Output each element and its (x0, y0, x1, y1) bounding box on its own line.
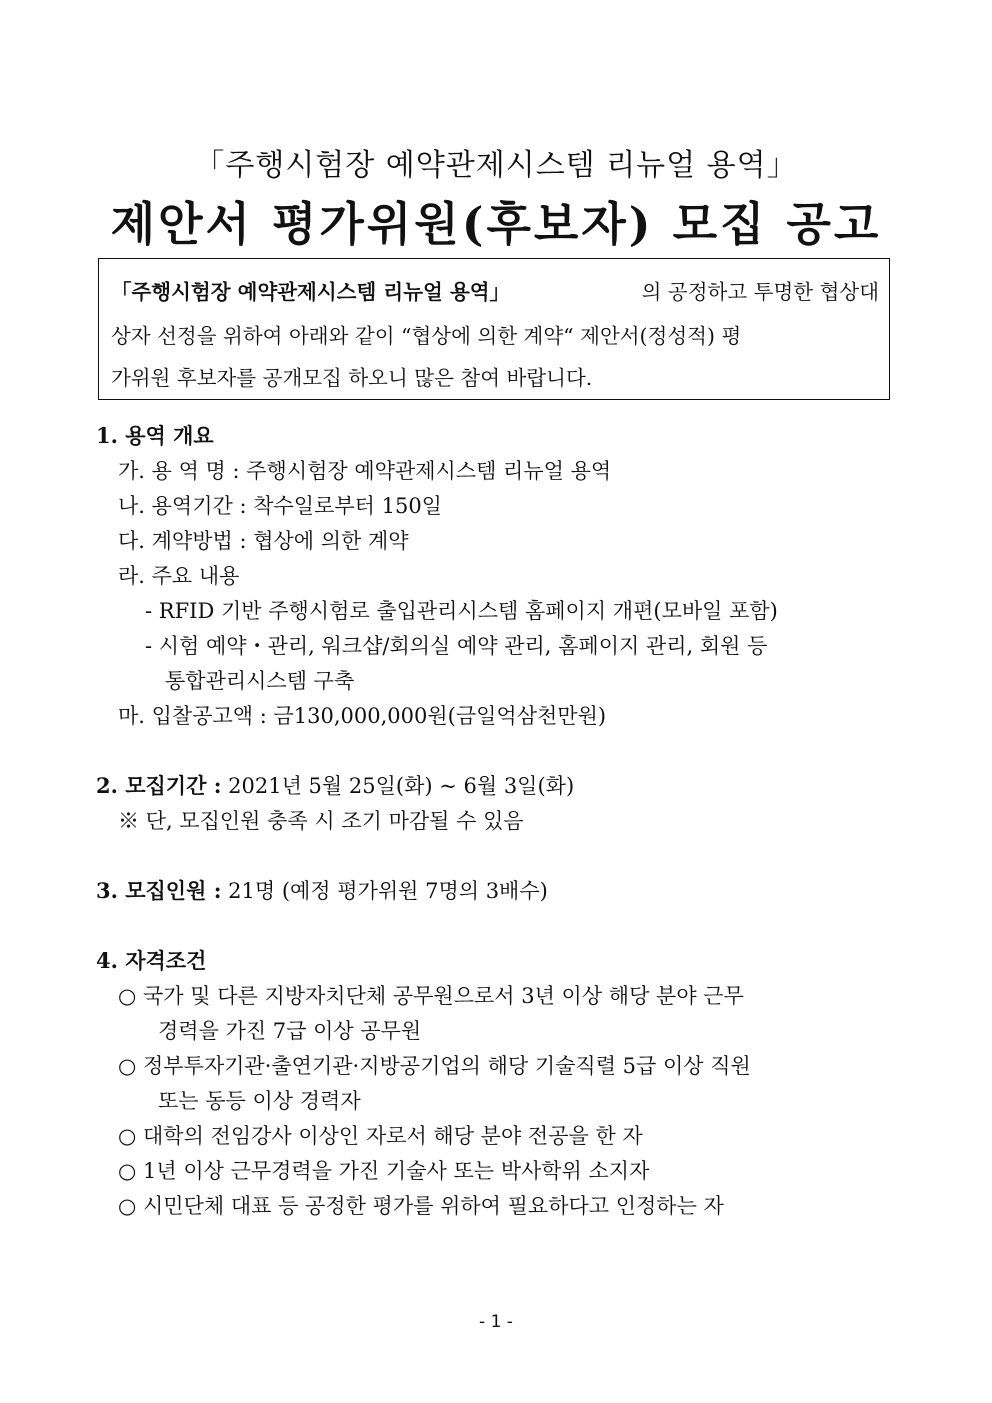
main-content-sub-2-cont: 통합관리시스템 구축 (165, 669, 355, 693)
intro-line-3 (111, 361, 879, 391)
section-3-line (96, 875, 548, 905)
intro-line-1 (111, 275, 879, 305)
intro-line-2-text: 상자 선정을 위하여 아래와 같이 “협상에 의한 계약“ 제안서(정성적) 평 (111, 324, 742, 348)
intro-line-1-text: 의 공정하고 투명한 협상대 (641, 280, 879, 304)
section-2-line (96, 770, 574, 800)
qualification-2: ○ 정부투자기관·출연기관·지방공기업의 해당 기술직렬 5급 이상 직원 (118, 1054, 751, 1078)
main-content-sub-2: - 시험 예약・관리, 워크샵/회의실 예약 관리, 홈페이지 관리, 회원 등 (145, 634, 768, 658)
qualification-3: ○ 대학의 전임강사 이상인 자로서 해당 분야 전공을 한 자 (118, 1124, 643, 1148)
intro-project-name: 「주행시험장 예약관제시스템 리뉴얼 용역」 (111, 280, 511, 304)
recruitment-period: 2021년 5월 25일(화) ~ 6월 3일(화) (228, 774, 575, 798)
section-4-heading: 4. 자격조건 (96, 948, 207, 973)
qualification-1: ○ 국가 및 다른 지방자치단체 공무원으로서 3년 이상 해당 분야 근무 (118, 984, 744, 1008)
bid-amount-item: 마. 입찰공고액 : 금130,000,000원(금일억삼천만원) (118, 704, 607, 728)
section-2-heading: 2. 모집기간 : (96, 773, 222, 798)
main-content-item: 라. 주요 내용 (118, 564, 240, 588)
qualification-5: ○ 시민단체 대표 등 공정한 평가를 위하여 필요하다고 인정하는 자 (118, 1194, 724, 1218)
contract-method-item: 다. 계약방법 : 협상에 의한 계약 (118, 529, 409, 553)
page-title: 제안서 평가위원(후보자) 모집 공고 (110, 197, 882, 251)
qualification-4: ○ 1년 이상 근무경력을 가진 기술사 또는 박사학위 소지자 (118, 1159, 650, 1183)
section-1-heading: 1. 용역 개요 (96, 423, 214, 448)
page-number: - 1 - (479, 1312, 513, 1332)
intro-line-2 (111, 319, 879, 349)
intro-box (98, 258, 890, 400)
qualification-1-cont: 경력을 가진 7급 이상 공무원 (158, 1019, 422, 1043)
project-subtitle: 「주행시험장 예약관제시스템 리뉴얼 용역」 (194, 148, 798, 183)
early-close-note: ※ 단, 모집인원 충족 시 조기 마감될 수 있음 (118, 809, 524, 833)
service-period-item: 나. 용역기간 : 착수일로부터 150일 (118, 494, 442, 518)
intro-line-3-text: 가위원 후보자를 공개모집 하오니 많은 참여 바랍니다. (111, 366, 593, 390)
recruitment-count: 21명 (예정 평가위원 7명의 3배수) (228, 879, 548, 903)
section-3-heading: 3. 모집인원 : (96, 878, 222, 903)
qualification-2-cont: 또는 동등 이상 경력자 (158, 1089, 361, 1113)
service-name-item: 가. 용 역 명 : 주행시험장 예약관제시스템 리뉴얼 용역 (118, 459, 612, 483)
main-content-sub-1: - RFID 기반 주행시험로 출입관리시스템 홈페이지 개편(모바일 포함) (145, 599, 778, 623)
